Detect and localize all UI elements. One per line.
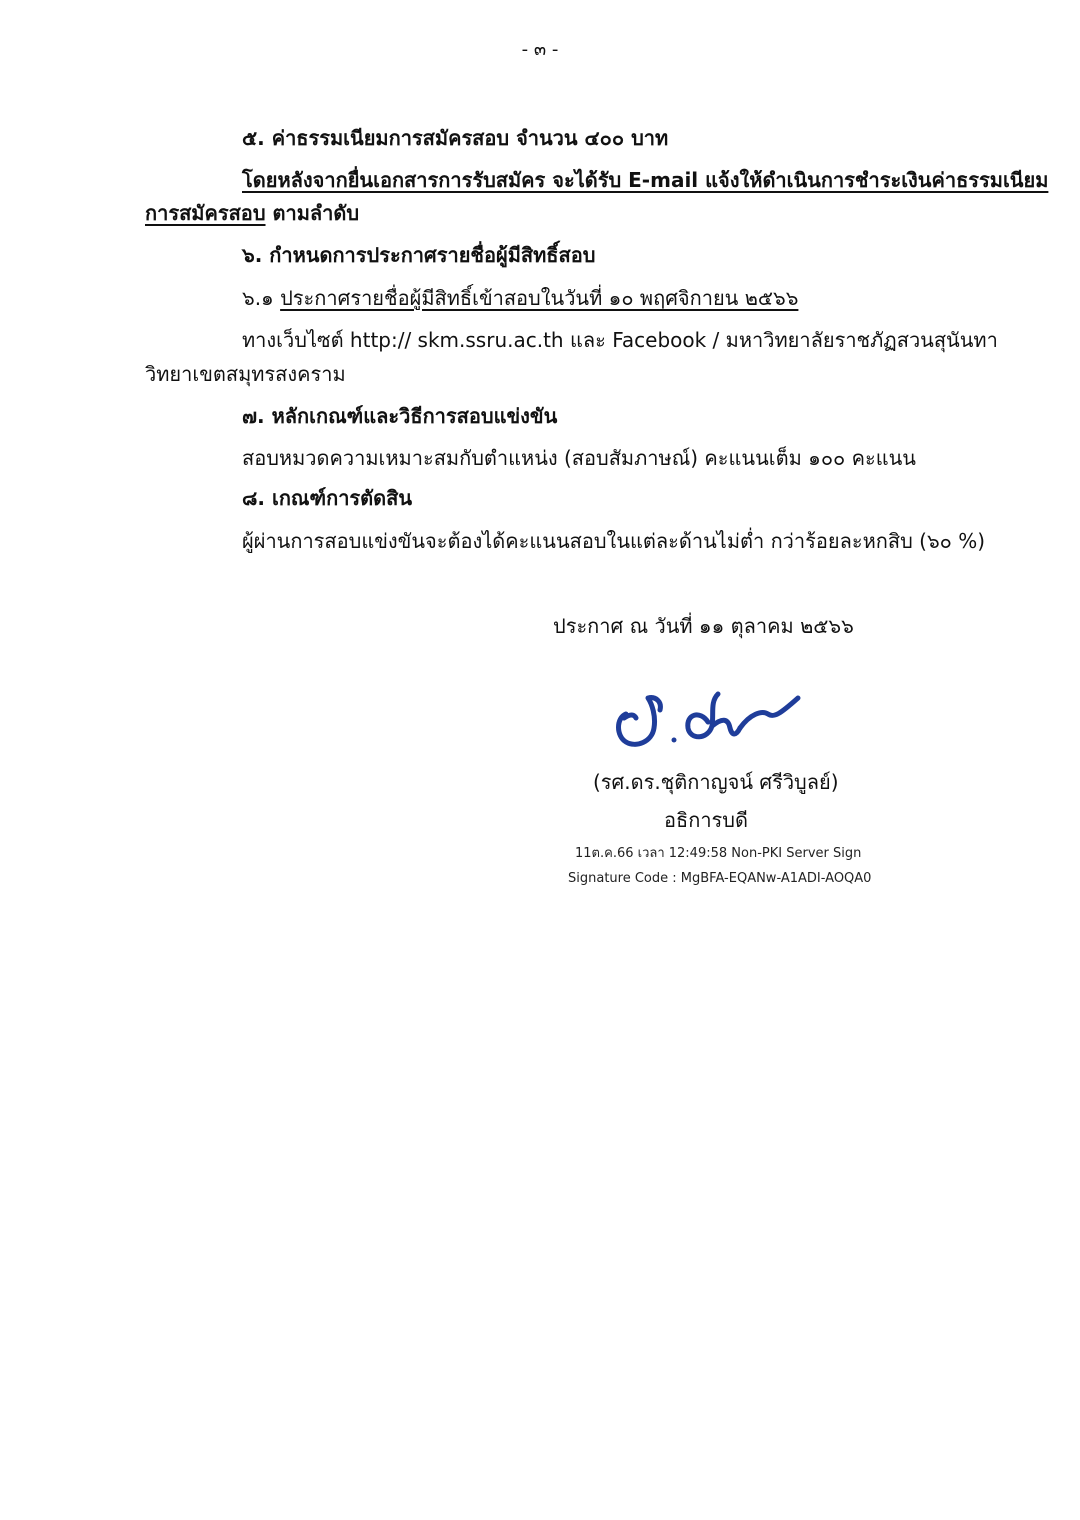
section-6-item-1-text: ประกาศรายชื่อผู้มีสิทธิ์เข้าสอบในวันที่ ๑๐ พฤศจิกายน ๒๕๖๖ bbox=[280, 286, 799, 310]
signer-name: (รศ.ดร.ชุติกาญจน์ ศรีวิบูลย์) bbox=[593, 770, 839, 794]
section-8-text: ผู้ผ่านการสอบแข่งขันจะต้องได้คะแนนสอบในแต่ละด้านไม่ต่ำ กว่าร้อยละหกสิบ (๖๐ %) bbox=[242, 529, 986, 553]
section-6-website-line-cont: วิทยาเขตสมุทรสงคราม bbox=[145, 362, 346, 386]
section-6-heading: ๖. กำหนดการประกาศรายชื่อผู้มีสิทธิ์สอบ bbox=[242, 243, 596, 267]
section-7-text: สอบหมวดความเหมาะสมกับตำแหน่ง (สอบสัมภาษณ์) คะแนนเต็ม ๑๐๐ คะแนน bbox=[242, 446, 916, 470]
section-5-payment-note: โดยหลังจากยื่นเอกสารการรับสมัคร จะได้รับ E-mail แจ้งให้ดำเนินการชำระเงินค่าธรรมเนียม bbox=[242, 168, 1049, 192]
section-5-payment-note-cont bbox=[145, 199, 359, 227]
page-number: - ๓ - bbox=[521, 39, 559, 60]
section-5-trailing-text: ตามลำดับ bbox=[265, 201, 360, 225]
section-5-underlined-text: การสมัครสอบ bbox=[145, 201, 266, 225]
signer-position: อธิการบดี bbox=[664, 808, 748, 832]
section-5-heading: ๕. ค่าธรรมเนียมการสมัครสอบ จำนวน ๔๐๐ บาท bbox=[242, 126, 669, 150]
section-8-heading: ๘. เกณฑ์การตัดสิน bbox=[242, 486, 413, 510]
section-6-website-line: ทางเว็บไซต์ http:// skm.ssru.ac.th และ Facebook / มหาวิทยาลัยราชภัฏสวนสุนันทา bbox=[242, 328, 998, 352]
e-sign-signature-code: Signature Code : MgBFA-EQANw-A1ADI-AOQA0 bbox=[568, 871, 872, 886]
announcement-date: ประกาศ ณ วันที่ ๑๑ ตุลาคม ๒๕๖๖ bbox=[553, 614, 854, 638]
section-7-heading: ๗. หลักเกณฑ์และวิธีการสอบแข่งขัน bbox=[242, 404, 558, 428]
section-6-item-1-number: ๖.๑ bbox=[242, 286, 281, 310]
e-sign-timestamp: 11ต.ค.66 เวลา 12:49:58 Non-PKI Server Sign bbox=[575, 846, 862, 861]
section-6-item-1 bbox=[242, 284, 798, 312]
handwritten-signature bbox=[612, 684, 802, 750]
